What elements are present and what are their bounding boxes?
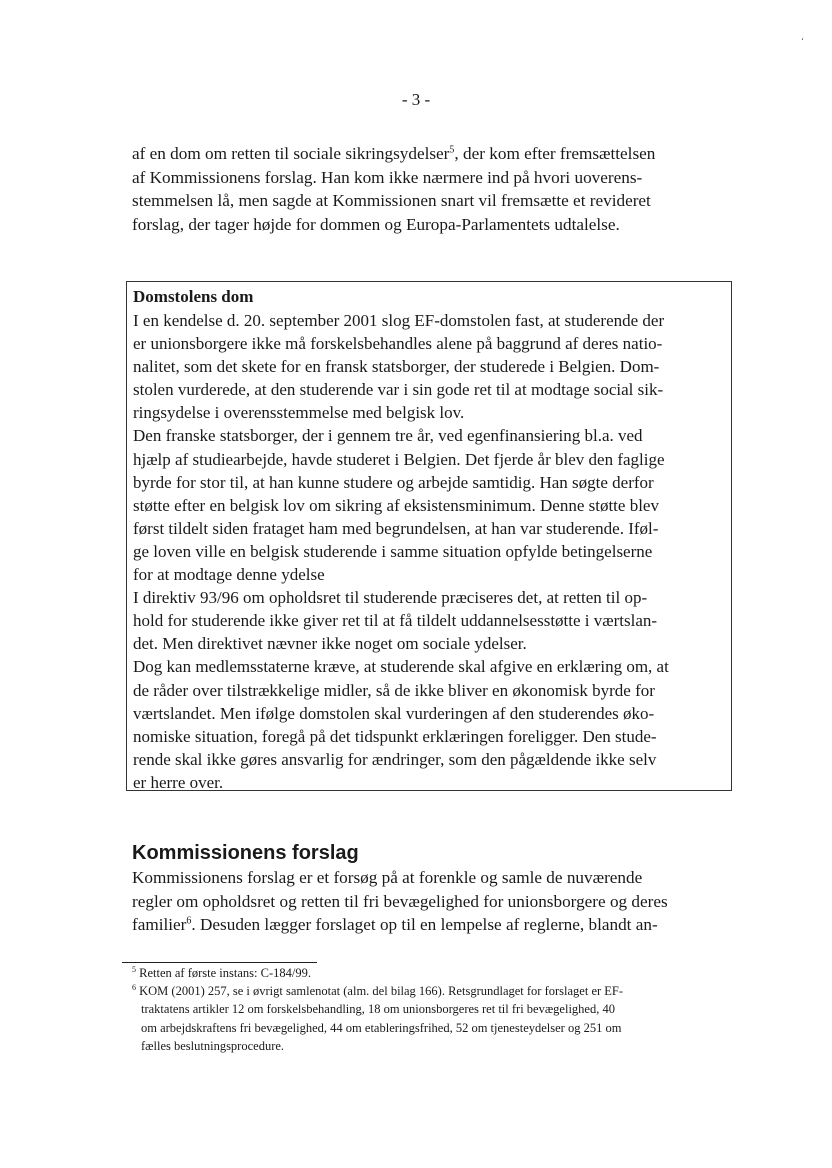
box-line: I en kendelse d. 20. september 2001 slog EF-domstolen fast, at studerende der <box>133 311 665 330</box>
section-heading: Kommissionens forslag <box>132 842 359 864</box>
box-line: det. Men direktivet nævner ikke noget om sociale ydelser. <box>133 634 527 654</box>
footnote-ref-6[interactable]: 6 <box>186 915 192 927</box>
box-line: er herre over. <box>133 772 224 792</box>
box-line: hold for studerende ikke giver ret til at få tildelt uddannelsesstøtte i værtslan- <box>133 611 658 631</box>
footnote-6-line: traktatens artikler 12 om forskelsbehandling, 18 om unionsborgeres ret til fri bevægelighed, 40 <box>141 1002 615 1017</box>
box-line: først tildelt siden frataget ham med begrundelsen, at han var studerende. Iføl- <box>133 518 659 538</box>
footnote-divider <box>122 962 317 963</box>
section-paragraph <box>132 866 668 937</box>
box-line: Dog kan medlemsstaterne kræve, at studerende skal afgive en erklæring om, at <box>133 657 669 677</box>
box-line: hjælp af studiearbejde, havde studeret i Belgien. Det fjerde år blev den faglige <box>133 449 665 469</box>
box-line: for at modtage denne ydelse <box>133 565 325 585</box>
box-line: I direktiv 93/96 om opholdsret til studerende præciseres det, at retten til op- <box>133 588 648 608</box>
footnote-5: $^5$ Retten af første instans: C-184/99. <box>132 964 311 980</box>
footnote-ref-5[interactable]: 5 <box>449 144 455 156</box>
box-line: ringsydelse i overensstemmelse med belgisk lov. <box>133 403 465 423</box>
box-line: rende skal ikke gøres ansvarlig for ændringer, som den pågældende ikke selv <box>133 749 657 769</box>
ruling-box-title: Domstolens dom <box>133 287 254 306</box>
box-line: støtte efter en belgisk lov om sikring af eksistensminimum. Denne støtte blev <box>133 495 659 515</box>
intro-line: forslag, der tager højde for dommen og Europa-Parlamentets udtalelse. <box>132 214 620 234</box>
box-line: nomiske situation, foregå på det tidspunkt erklæringen foreligger. Den stude- <box>133 726 657 746</box>
box-line: Den franske statsborger, der i gennem tre år, ved egenfinansiering bl.a. ved <box>133 426 643 446</box>
ruling-box <box>126 281 732 791</box>
box-line: stolen vurderede, at den studerende var i sin gode ret til at modtage social sik- <box>133 380 664 400</box>
box-line: byrde for stor til, at han kunne studere og arbejde samtidig. Han søgte derfor <box>133 472 654 492</box>
intro-paragraph <box>132 142 722 236</box>
footnote-6: $^6$ KOM (2001) 257, se i øvrigt samlenotat (alm. del bilag 166). Retsgrundlaget for forslaget er EF- <box>132 983 624 999</box>
section-line: regler om opholdsret og retten til fri bevægelighed for unionsborgere og deres <box>132 891 668 911</box>
intro-line: af Kommissionens forslag. Han kom ikke nærmere ind på hvori uoverens- <box>132 167 643 187</box>
box-line: er unionsborgere ikke må forskelsbehandles alene på baggrund af deres natio- <box>133 334 663 354</box>
footnotes <box>132 964 623 1055</box>
intro-line: stemmelsen lå, men sagde at Kommissionen snart vil fremsætte et revideret <box>132 191 651 210</box>
section-line: Kommissionens forslag er et forsøg på at forenkle og samle de nuværende <box>132 868 643 887</box>
footnote-6-line: om arbejdskraftens fri bevægelighed, 44 om etableringsfrihed, 52 om tjenesteydelser og 251 om <box>141 1020 622 1035</box>
box-line: nalitet, som det skete for en fransk statsborger, der studerede i Belgien. Dom- <box>133 357 660 377</box>
ruling-box-body <box>133 309 731 794</box>
box-line: de råder over tilstrækkelige midler, så de ikke bliver en økonomisk byrde for <box>133 680 655 700</box>
box-line: ge loven ville en belgisk studerende i samme situation opfylde betingelserne <box>133 541 653 561</box>
footnote-6-line: fælles beslutningsprocedure. <box>141 1038 285 1053</box>
box-line: værtslandet. Men ifølge domstolen skal vurderingen af den studerendes øko- <box>133 703 655 723</box>
page-number: - 3 - <box>401 90 431 109</box>
scan-mark: ʻ <box>801 36 804 46</box>
intro-line-1: af en dom om retten til sociale sikringsydelser$^5$, der kom efter fremsættelsen <box>132 144 656 163</box>
section-line-last: familier$^6$. Desuden lægger forslaget op til en lempelse af reglerne, blandt an- <box>132 915 658 934</box>
